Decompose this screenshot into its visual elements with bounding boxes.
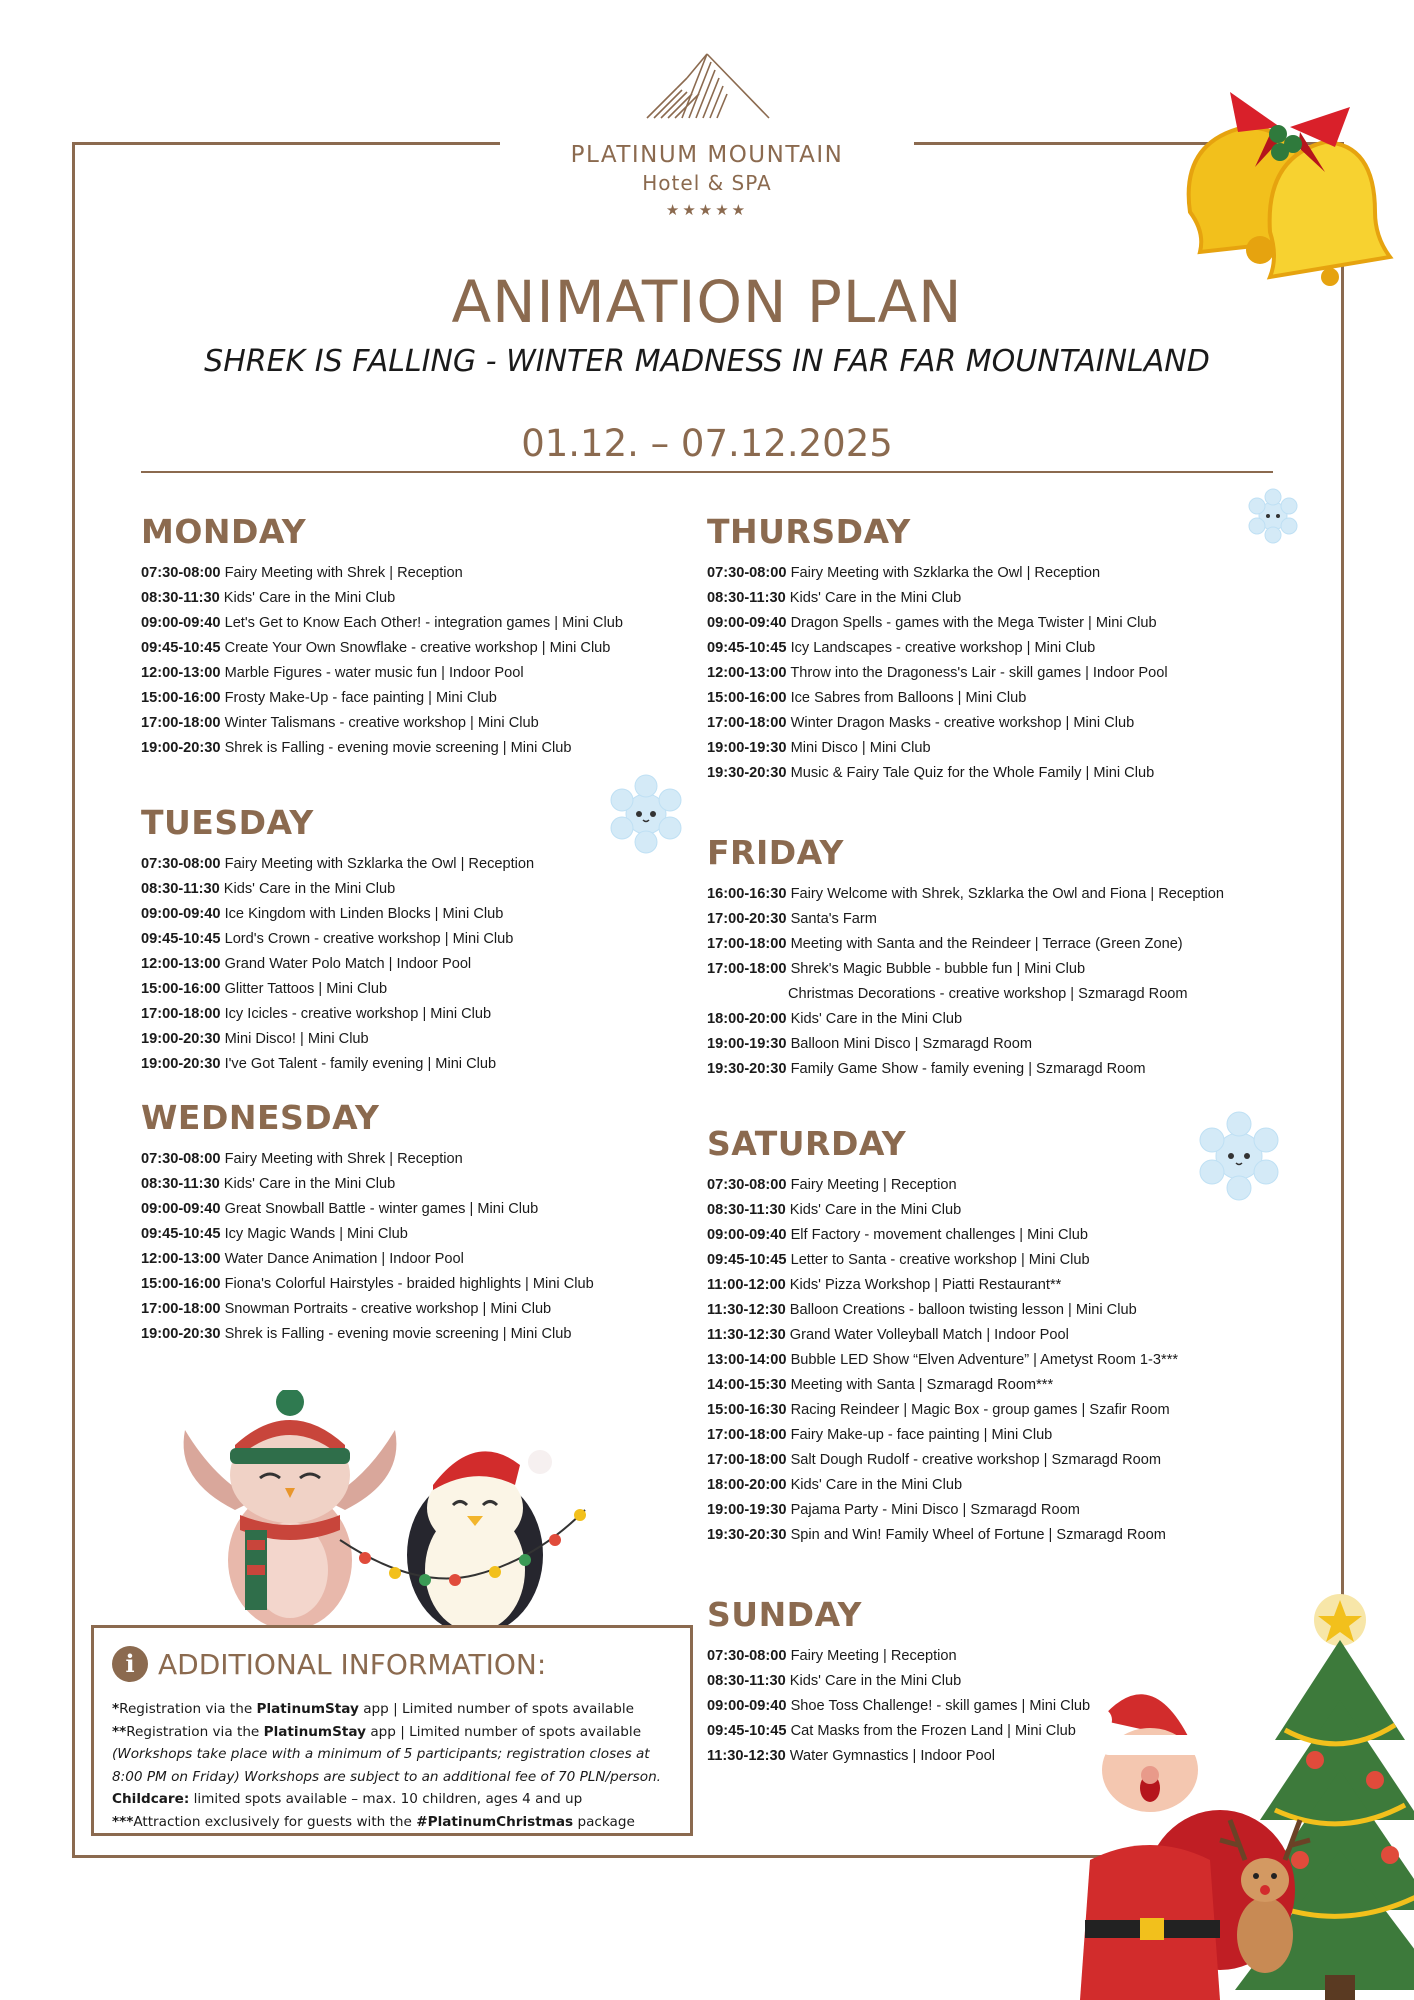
frame-left <box>72 142 75 1858</box>
schedule-time: 13:00-14:00 <box>707 1352 787 1368</box>
schedule-item <box>141 1002 741 1027</box>
schedule-item <box>141 852 741 877</box>
schedule-item <box>707 611 1307 636</box>
schedule-time: 09:45-10:45 <box>141 931 221 947</box>
schedule-time: 07:30-08:00 <box>707 1177 787 1193</box>
schedule-item <box>141 1247 741 1272</box>
schedule-description: Kids' Care in the Mini Club <box>790 1477 963 1493</box>
schedule-description: Winter Dragon Masks - creative workshop | Mini Club <box>790 715 1135 731</box>
frame-bottom <box>72 1855 1102 1858</box>
schedule-time: 08:30-11:30 <box>707 590 786 606</box>
schedule-time: 19:30-20:30 <box>707 765 787 781</box>
schedule-description: Icy Icicles - creative workshop | Mini Club <box>224 1006 492 1022</box>
schedule-time: 09:00-09:40 <box>141 1201 221 1217</box>
schedule-description: I've Got Talent - family evening | Mini Club <box>224 1056 497 1072</box>
schedule-description: Throw into the Dragoness's Lair - skill games | Indoor Pool <box>790 665 1168 681</box>
schedule-item <box>707 561 1307 586</box>
event-list <box>707 561 1307 786</box>
schedule-item <box>707 1198 1307 1223</box>
schedule-time: 09:00-09:40 <box>707 1227 787 1243</box>
day-wednesday <box>141 1098 741 1347</box>
schedule-time: 17:00-18:00 <box>707 961 787 977</box>
schedule-time: 19:00-20:30 <box>141 1326 221 1342</box>
schedule-item <box>707 1423 1307 1448</box>
schedule-time: 09:00-09:40 <box>707 1698 787 1714</box>
page-title: ANIMATION PLAN <box>451 268 963 336</box>
schedule-description: Salt Dough Rudolf - creative workshop | Szmaragd Room <box>790 1452 1162 1468</box>
schedule-item <box>141 686 741 711</box>
schedule-time: 11:00-12:00 <box>707 1277 786 1293</box>
schedule-time: 19:00-20:30 <box>141 740 221 756</box>
santa-reindeer-tree-illustration <box>1060 1590 1414 2000</box>
schedule-item <box>141 611 741 636</box>
schedule-item <box>141 661 741 686</box>
schedule-time: 17:00-18:00 <box>141 1006 221 1022</box>
day-friday <box>707 833 1307 1082</box>
info-line-2: **Registration via the PlatinumStay app | Limited number of spots available (Workshops take place with a minimum of 5 participants; registration closes at 8:00 PM on Friday) Workshops are subject to an additional fee of 70 PLN/person. Childcare: limited spots available – max. 10 children, ages 4 and up <box>112 1723 662 1807</box>
schedule-description: Glitter Tattoos | Mini Club <box>224 981 388 997</box>
schedule-item <box>707 1007 1307 1032</box>
day-thursday <box>707 512 1307 786</box>
schedule-time: 17:00-20:30 <box>707 911 787 927</box>
schedule-time: 08:30-11:30 <box>141 881 220 897</box>
schedule-description: Santa's Farm <box>790 911 877 927</box>
schedule-description: Winter Talismans - creative workshop | Mini Club <box>224 715 539 731</box>
day-tuesday <box>141 803 741 1077</box>
schedule-description: Bubble LED Show “Elven Adventure” | Ametyst Room 1-3*** <box>790 1352 1179 1368</box>
schedule-item <box>141 1297 741 1322</box>
schedule-time: 12:00-13:00 <box>141 1251 221 1267</box>
schedule-item <box>141 561 741 586</box>
schedule-time: 09:00-09:40 <box>707 615 787 631</box>
schedule-item <box>707 1373 1307 1398</box>
hotel-name: PLATINUM MOUNTAIN <box>570 142 844 168</box>
schedule-time: 15:00-16:00 <box>707 690 787 706</box>
event-list <box>141 852 741 1077</box>
day-heading: SUNDAY <box>707 1595 862 1634</box>
schedule-item <box>141 711 741 736</box>
schedule-description: Balloon Creations - balloon twisting lesson | Mini Club <box>789 1302 1137 1318</box>
schedule-time: 08:30-11:30 <box>141 590 220 606</box>
schedule-description: Fairy Meeting with Shrek | Reception <box>224 565 463 581</box>
schedule-time: 18:00-20:00 <box>707 1011 787 1027</box>
schedule-description: Kids' Care in the Mini Club <box>789 1202 962 1218</box>
schedule-time: 16:00-16:30 <box>707 886 787 902</box>
hotel-stars: ★★★★★ <box>665 202 749 219</box>
schedule-description: Marble Figures - water music fun | Indoor Pool <box>224 665 524 681</box>
schedule-item <box>141 1052 741 1077</box>
hotel-logo <box>540 50 874 219</box>
schedule-item <box>141 1147 741 1172</box>
schedule-description: Shrek is Falling - evening movie screening | Mini Club <box>224 740 572 756</box>
schedule-item <box>141 636 741 661</box>
schedule-description: Water Gymnastics | Indoor Pool <box>789 1748 995 1764</box>
schedule-description: Mini Disco | Mini Club <box>790 740 931 756</box>
schedule-description: Ice Kingdom with Linden Blocks | Mini Club <box>224 906 504 922</box>
schedule-time: 11:30-12:30 <box>707 1327 786 1343</box>
schedule-time: 19:30-20:30 <box>707 1061 787 1077</box>
schedule-time: 09:45-10:45 <box>707 640 787 656</box>
schedule-time: 08:30-11:30 <box>707 1202 786 1218</box>
mountain-logo-icon <box>637 50 777 120</box>
schedule-time: 09:00-09:40 <box>141 615 221 631</box>
schedule-time: 19:00-19:30 <box>707 740 787 756</box>
schedule-description: Frosty Make-Up - face painting | Mini Club <box>224 690 497 706</box>
schedule-time: 08:30-11:30 <box>707 1673 786 1689</box>
schedule-time: 09:45-10:45 <box>707 1723 787 1739</box>
schedule-item <box>141 902 741 927</box>
schedule-description: Kids' Pizza Workshop | Piatti Restaurant** <box>789 1277 1062 1293</box>
day-heading: MONDAY <box>141 512 307 551</box>
schedule-description: Cat Masks from the Frozen Land | Mini Club <box>790 1723 1076 1739</box>
schedule-item <box>707 882 1307 907</box>
schedule-item <box>707 907 1307 932</box>
schedule-description: Fiona's Colorful Hairstyles - braided highlights | Mini Club <box>224 1276 594 1292</box>
schedule-item <box>707 636 1307 661</box>
additional-info-title: ADDITIONAL INFORMATION: <box>158 1647 547 1681</box>
schedule-description: Kids' Care in the Mini Club <box>789 590 962 606</box>
additional-info-box <box>91 1625 693 1836</box>
schedule-time: 17:00-18:00 <box>707 1452 787 1468</box>
hotel-subname: Hotel & SPA <box>642 171 772 195</box>
schedule-description: Meeting with Santa | Szmaragd Room*** <box>790 1377 1054 1393</box>
schedule-time: 09:45-10:45 <box>141 1226 221 1242</box>
schedule-description: Kids' Care in the Mini Club <box>223 881 396 897</box>
schedule-description: Ice Sabres from Balloons | Mini Club <box>790 690 1027 706</box>
schedule-time: 15:00-16:30 <box>707 1402 787 1418</box>
schedule-description: Meeting with Santa and the Reindeer | Terrace (Green Zone) <box>790 936 1183 952</box>
schedule-item <box>141 1272 741 1297</box>
additional-info-text <box>112 1698 682 1833</box>
schedule-item <box>707 1173 1307 1198</box>
schedule-time: 09:00-09:40 <box>141 906 221 922</box>
schedule-time: 19:00-20:30 <box>141 1056 221 1072</box>
schedule-time: 09:45-10:45 <box>707 1252 787 1268</box>
schedule-time: 12:00-13:00 <box>141 956 221 972</box>
schedule-description: Pajama Party - Mini Disco | Szmaragd Room <box>790 1502 1080 1518</box>
schedule-time: 07:30-08:00 <box>707 1648 787 1664</box>
schedule-description: Fairy Make-up - face painting | Mini Club <box>790 1427 1053 1443</box>
info-line-1: *Registration via the PlatinumStay app | Limited number of spots available <box>112 1701 634 1717</box>
day-heading: FRIDAY <box>707 833 844 872</box>
schedule-description: Mini Disco! | Mini Club <box>224 1031 369 1047</box>
schedule-time: 15:00-16:00 <box>141 1276 221 1292</box>
schedule-item <box>141 1197 741 1222</box>
event-list <box>707 1173 1307 1548</box>
schedule-time: 15:00-16:00 <box>141 981 221 997</box>
additional-info-header <box>112 1646 546 1682</box>
schedule-time: 19:00-20:30 <box>141 1031 221 1047</box>
schedule-item <box>707 711 1307 736</box>
schedule-description: Letter to Santa - creative workshop | Mini Club <box>790 1252 1090 1268</box>
schedule-item <box>707 1223 1307 1248</box>
schedule-item <box>141 927 741 952</box>
schedule-time: 19:00-19:30 <box>707 1502 787 1518</box>
schedule-description: Kids' Care in the Mini Club <box>790 1011 963 1027</box>
schedule-item <box>707 982 1307 1007</box>
schedule-item <box>141 952 741 977</box>
schedule-item <box>707 1032 1307 1057</box>
schedule-item <box>141 1027 741 1052</box>
schedule-item <box>707 761 1307 786</box>
day-heading: WEDNESDAY <box>141 1098 380 1137</box>
schedule-item <box>707 586 1307 611</box>
schedule-description: Icy Landscapes - creative workshop | Mini Club <box>790 640 1096 656</box>
schedule-item <box>707 1398 1307 1423</box>
info-icon: i <box>112 1646 148 1682</box>
schedule-time: 15:00-16:00 <box>141 690 221 706</box>
schedule-description: Icy Magic Wands | Mini Club <box>224 1226 408 1242</box>
schedule-description: Kids' Care in the Mini Club <box>789 1673 962 1689</box>
schedule-description: Fairy Meeting with Shrek | Reception <box>224 1151 463 1167</box>
schedule-description: Racing Reindeer | Magic Box - group games | Szafir Room <box>790 1402 1170 1418</box>
schedule-time: 17:00-18:00 <box>141 1301 221 1317</box>
schedule-item <box>141 977 741 1002</box>
info-line-3: ***Attraction exclusively for guests with the #PlatinumChristmas package <box>112 1813 635 1830</box>
schedule-description: Fairy Meeting with Szklarka the Owl | Reception <box>790 565 1101 581</box>
schedule-item <box>707 1298 1307 1323</box>
event-list <box>141 561 741 761</box>
schedule-time: 14:00-15:30 <box>707 1377 787 1393</box>
schedule-description: Grand Water Polo Match | Indoor Pool <box>224 956 472 972</box>
schedule-description: Snowman Portraits - creative workshop | Mini Club <box>224 1301 552 1317</box>
schedule-time: 17:00-18:00 <box>707 715 787 731</box>
schedule-time: 12:00-13:00 <box>707 665 787 681</box>
day-heading: SATURDAY <box>707 1124 907 1163</box>
schedule-item <box>707 932 1307 957</box>
date-range: 01.12. – 07.12.2025 <box>521 422 893 465</box>
schedule-item <box>141 586 741 611</box>
frame-top-left <box>72 142 500 145</box>
schedule-description: Lord's Crown - creative workshop | Mini Club <box>224 931 514 947</box>
schedule-item <box>707 1057 1307 1082</box>
schedule-description: Shrek is Falling - evening movie screening | Mini Club <box>224 1326 572 1342</box>
schedule-description: Shrek's Magic Bubble - bubble fun | Mini Club <box>790 961 1086 977</box>
schedule-item <box>707 957 1307 982</box>
schedule-description: Music & Fairy Tale Quiz for the Whole Family | Mini Club <box>790 765 1155 781</box>
owl-and-penguin-illustration <box>175 1390 605 1630</box>
schedule-description: Dragon Spells - games with the Mega Twister | Mini Club <box>790 615 1157 631</box>
event-list <box>141 1147 741 1347</box>
schedule-description: Water Dance Animation | Indoor Pool <box>224 1251 464 1267</box>
schedule-item <box>141 1322 741 1347</box>
schedule-item <box>141 877 741 902</box>
schedule-time: 17:00-18:00 <box>141 715 221 731</box>
schedule-description: Balloon Mini Disco | Szmaragd Room <box>790 1036 1033 1052</box>
schedule-time: 11:30-12:30 <box>707 1748 786 1764</box>
schedule-description: Let's Get to Know Each Other! - integration games | Mini Club <box>224 615 623 631</box>
day-saturday <box>707 1124 1307 1548</box>
schedule-item <box>141 736 741 761</box>
schedule-description: Shoe Toss Challenge! - skill games | Mini Club <box>790 1698 1091 1714</box>
schedule-description: Fairy Meeting | Reception <box>790 1177 957 1193</box>
schedule-item <box>707 1473 1307 1498</box>
day-heading: THURSDAY <box>707 512 911 551</box>
christmas-bells-icon <box>1160 72 1395 287</box>
schedule-item <box>707 1273 1307 1298</box>
schedule-item <box>707 661 1307 686</box>
schedule-time: 07:30-08:00 <box>141 565 221 581</box>
schedule-item <box>707 686 1307 711</box>
schedule-description: Fairy Meeting with Szklarka the Owl | Reception <box>224 856 535 872</box>
schedule-time: 07:30-08:00 <box>141 856 221 872</box>
schedule-description: Family Game Show - family evening | Szmaragd Room <box>790 1061 1146 1077</box>
divider <box>141 471 1273 473</box>
schedule-item <box>707 1498 1307 1523</box>
schedule-description: Fairy Meeting | Reception <box>790 1648 957 1664</box>
schedule-time: 19:30-20:30 <box>707 1527 787 1543</box>
schedule-description: Christmas Decorations - creative workshop | Szmaragd Room <box>788 986 1188 1002</box>
schedule-time: 07:30-08:00 <box>141 1151 221 1167</box>
schedule-item <box>141 1172 741 1197</box>
day-heading: TUESDAY <box>141 803 314 842</box>
day-monday <box>141 512 741 761</box>
schedule-item <box>707 1348 1307 1373</box>
schedule-description: Great Snowball Battle - winter games | Mini Club <box>224 1201 539 1217</box>
schedule-description: Spin and Win! Family Wheel of Fortune | Szmaragd Room <box>790 1527 1166 1543</box>
schedule-description: Fairy Welcome with Shrek, Szklarka the Owl and Fiona | Reception <box>790 886 1224 902</box>
schedule-item <box>707 1523 1307 1548</box>
schedule-item <box>707 1448 1307 1473</box>
schedule-item <box>707 1323 1307 1348</box>
schedule-item <box>707 736 1307 761</box>
page-subtitle: SHREK IS FALLING - WINTER MADNESS IN FAR FAR MOUNTAINLAND <box>204 344 1210 379</box>
schedule-description: Kids' Care in the Mini Club <box>223 1176 396 1192</box>
schedule-time: 18:00-20:00 <box>707 1477 787 1493</box>
schedule-time: 07:30-08:00 <box>707 565 787 581</box>
schedule-time: 08:30-11:30 <box>141 1176 220 1192</box>
schedule-time: 09:45-10:45 <box>141 640 221 656</box>
schedule-description: Create Your Own Snowflake - creative workshop | Mini Club <box>224 640 611 656</box>
schedule-description: Kids' Care in the Mini Club <box>223 590 396 606</box>
schedule-time: 17:00-18:00 <box>707 1427 787 1443</box>
schedule-time: 17:00-18:00 <box>707 936 787 952</box>
schedule-item <box>141 1222 741 1247</box>
schedule-time: 19:00-19:30 <box>707 1036 787 1052</box>
schedule-item <box>707 1248 1307 1273</box>
schedule-description: Elf Factory - movement challenges | Mini Club <box>790 1227 1088 1243</box>
event-list <box>707 882 1307 1082</box>
schedule-description: Grand Water Volleyball Match | Indoor Pool <box>789 1327 1069 1343</box>
schedule-time: 11:30-12:30 <box>707 1302 786 1318</box>
schedule-time: 12:00-13:00 <box>141 665 221 681</box>
